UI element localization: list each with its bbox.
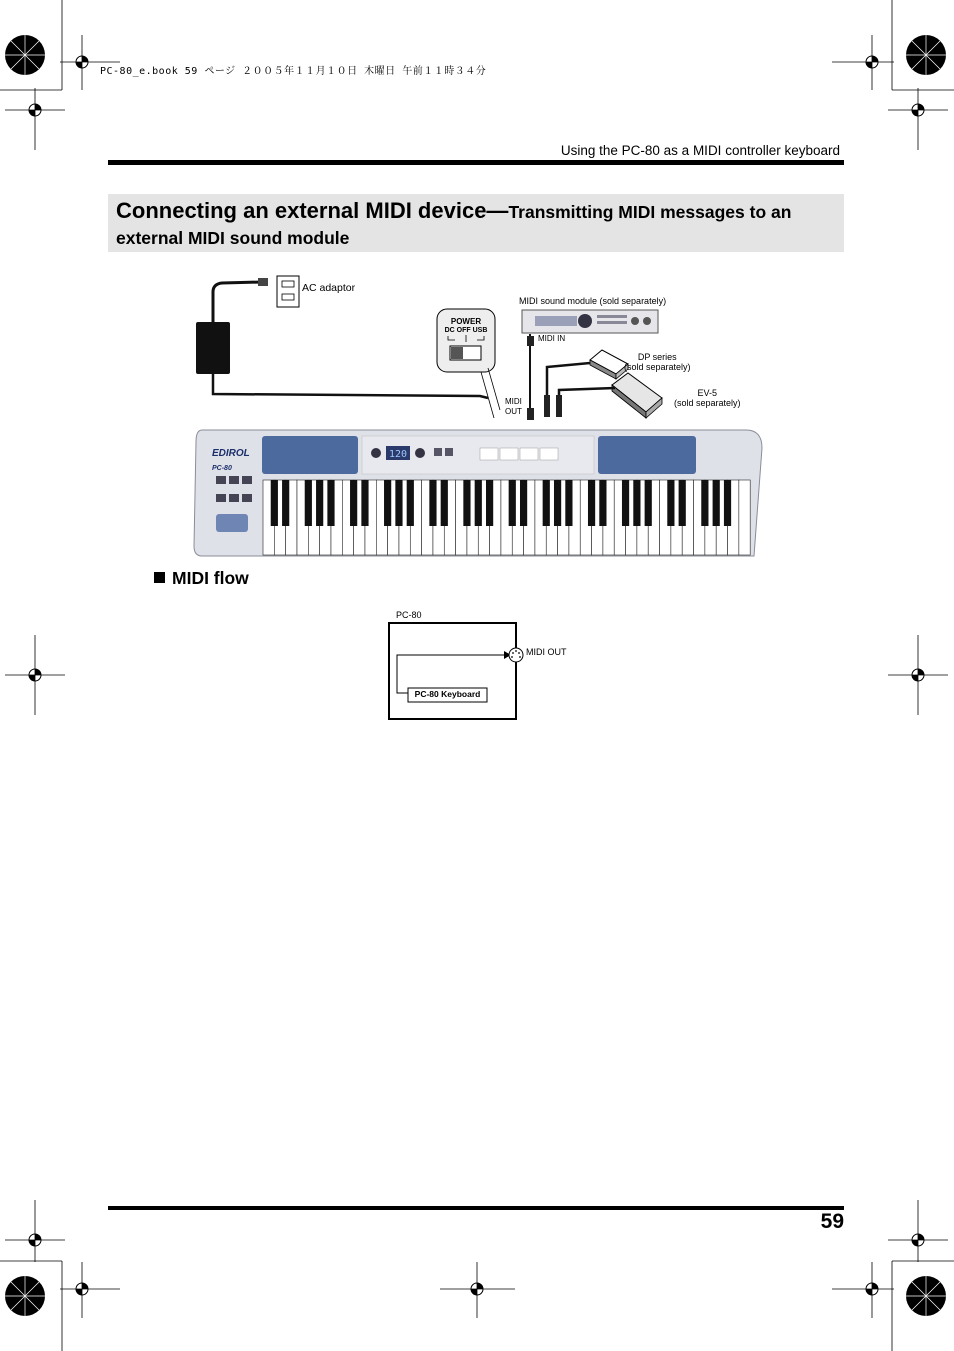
ev5-pedal-icon bbox=[556, 373, 662, 418]
square-bullet-icon bbox=[154, 572, 165, 583]
connection-diagram bbox=[150, 270, 790, 570]
black-key bbox=[599, 480, 606, 526]
ac-adaptor-label: AC adaptor bbox=[302, 282, 356, 294]
ev5-sold: (sold separately) bbox=[674, 398, 741, 408]
sound-module-label: MIDI sound module (sold separately) bbox=[519, 296, 667, 306]
power-label: POWER bbox=[450, 317, 482, 326]
midi-flow-heading-text: MIDI flow bbox=[172, 568, 249, 588]
flow-keyboard-label: PC-80 Keyboard bbox=[414, 689, 481, 699]
black-key bbox=[282, 480, 289, 526]
black-key bbox=[554, 480, 561, 526]
black-key bbox=[645, 480, 652, 526]
black-key bbox=[463, 480, 470, 526]
section-title-sub: Transmitting MIDI messages to an external MIDI sound module bbox=[116, 202, 792, 248]
black-key bbox=[395, 480, 402, 526]
section-title-main: Connecting an external MIDI device— bbox=[116, 198, 509, 223]
black-key bbox=[407, 480, 414, 526]
dp-series-name: DP series bbox=[637, 352, 677, 362]
black-key bbox=[588, 480, 595, 526]
black-key bbox=[305, 480, 312, 526]
keyboard-brand: EDIROL bbox=[212, 448, 250, 459]
power-positions: DC OFF USB bbox=[444, 327, 488, 334]
print-info-line: PC-80_e.book 59 ページ ２００５年１１月１０日 木曜日 午前１１時３４分 bbox=[100, 66, 487, 77]
flow-midi-out-label: MIDI OUT bbox=[526, 647, 567, 657]
black-key bbox=[679, 480, 686, 526]
midi-flow-diagram bbox=[380, 605, 580, 725]
black-key bbox=[327, 480, 334, 526]
black-key bbox=[565, 480, 572, 526]
running-head: Using the PC-80 as a MIDI controller keyboard bbox=[560, 143, 840, 158]
black-key bbox=[509, 480, 516, 526]
black-key bbox=[667, 480, 674, 526]
black-key bbox=[429, 480, 436, 526]
black-key bbox=[316, 480, 323, 526]
pc80-keyboard-illustration bbox=[194, 430, 762, 556]
midi-flow-heading bbox=[154, 568, 249, 589]
keyboard-display: 120 bbox=[388, 449, 408, 460]
power-switch-callout bbox=[437, 309, 500, 418]
black-key bbox=[486, 480, 493, 526]
ev5-label bbox=[674, 388, 741, 408]
header-rule bbox=[108, 160, 844, 165]
black-key bbox=[543, 480, 550, 526]
midi-out-label bbox=[505, 397, 522, 417]
black-key bbox=[361, 480, 368, 526]
black-key bbox=[633, 480, 640, 526]
black-key bbox=[622, 480, 629, 526]
wall-outlet-icon bbox=[277, 276, 299, 307]
ev5-name: EV-5 bbox=[697, 388, 718, 398]
white-key bbox=[739, 480, 750, 555]
keyboard-model: PC-80 bbox=[212, 465, 232, 472]
black-key bbox=[713, 480, 720, 526]
footer-rule bbox=[108, 1206, 844, 1210]
dp-series-label bbox=[624, 352, 691, 372]
black-key bbox=[271, 480, 278, 526]
black-key bbox=[701, 480, 708, 526]
black-key bbox=[384, 480, 391, 526]
page-number: 59 bbox=[820, 1210, 844, 1233]
black-key bbox=[441, 480, 448, 526]
black-key bbox=[350, 480, 357, 526]
black-key bbox=[724, 480, 731, 526]
black-key bbox=[475, 480, 482, 526]
midi-out-line1: MIDI bbox=[505, 397, 522, 406]
midi-in-label: MIDI IN bbox=[538, 334, 566, 343]
section-title bbox=[116, 198, 836, 252]
midi-sound-module-icon bbox=[522, 310, 658, 333]
black-key bbox=[520, 480, 527, 526]
flow-device-label: PC-80 bbox=[396, 610, 422, 620]
dp-series-sold: (sold separately) bbox=[624, 362, 691, 372]
midi-out-line2: OUT bbox=[505, 407, 522, 416]
